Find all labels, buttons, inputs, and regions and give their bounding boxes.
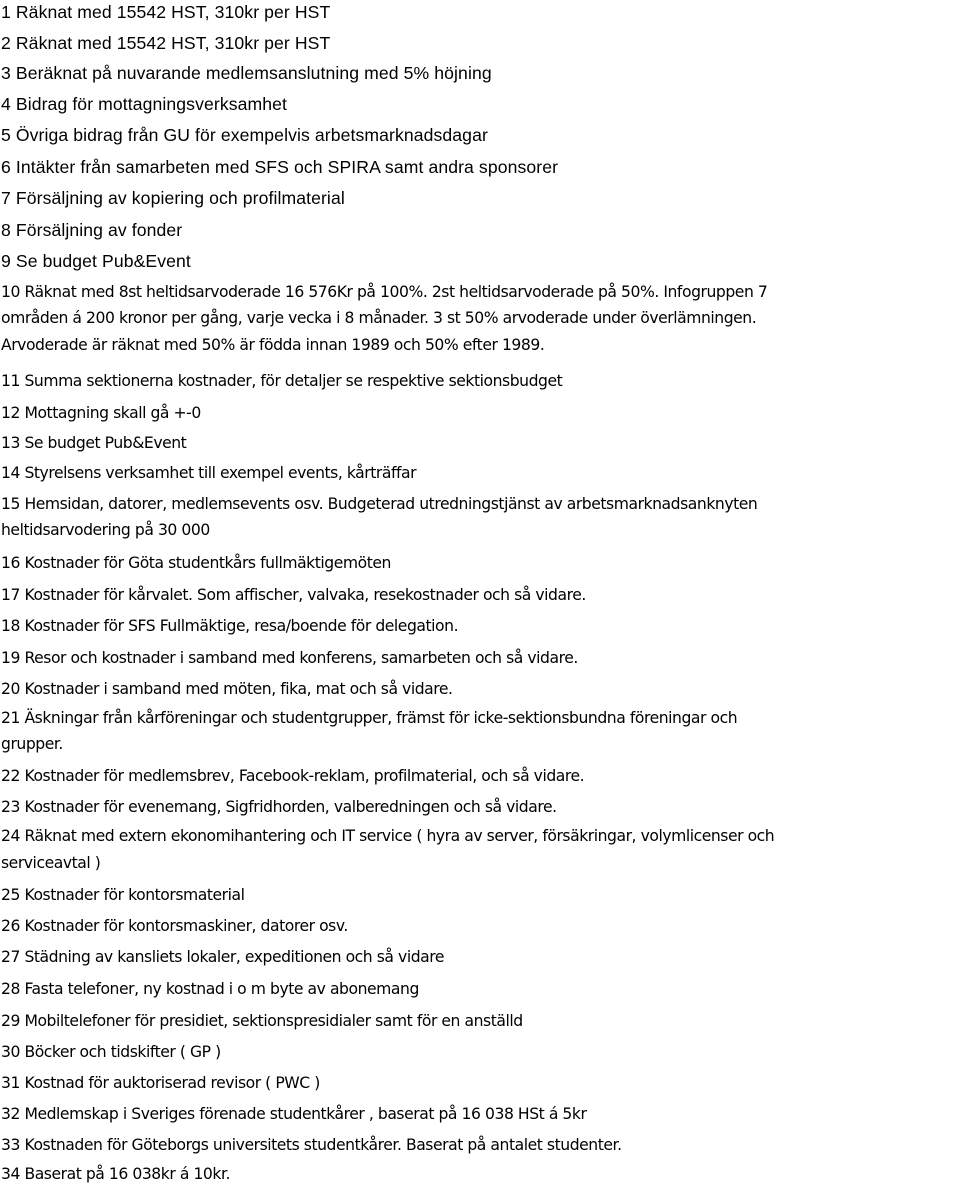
note-line: 20 Kostnader i samband med möten, fika, mat och så vidare. (1, 680, 453, 698)
note-line: 33 Kostnaden för Göteborgs universitets studentkårer. Baserat på antalet studenter. (1, 1136, 622, 1154)
note-line: 2 Räknat med 15542 HST, 310kr per HST (1, 33, 331, 53)
note-line: 28 Fasta telefoner, ny kostnad i o m byte av abonemang (1, 980, 419, 998)
note-line: 26 Kostnader för kontorsmaskiner, datorer osv. (1, 917, 348, 935)
note-line: 7 Försäljning av kopiering och profilmaterial (1, 188, 345, 208)
note-line: 10 Räknat med 8st heltidsarvoderade 16 576Kr på 100%. 2st heltidsarvoderade på 50%. Infogruppen 7 (1, 283, 768, 301)
note-line: områden á 200 kronor per gång, varje vecka i 8 månader. 3 st 50% arvoderade under överlämningen. (1, 309, 757, 327)
note-line: 21 Äskningar från kårföreningar och studentgrupper, främst för icke-sektionsbundna föreningar och (1, 709, 738, 727)
note-line: 17 Kostnader för kårvalet. Som affischer, valvaka, resekostnader och så vidare. (1, 586, 586, 604)
note-line: 6 Intäkter från samarbeten med SFS och SPIRA samt andra sponsorer (1, 157, 559, 177)
note-line: 8 Försäljning av fonder (1, 220, 183, 240)
note-line: 15 Hemsidan, datorer, medlemsevents osv. Budgeterad utredningstjänst av arbetsmarknadsanknyten (1, 495, 758, 513)
note-line: 11 Summa sektionerna kostnader, för detaljer se respektive sektionsbudget (1, 372, 563, 390)
note-line: Arvoderade är räknat med 50% är födda innan 1989 och 50% efter 1989. (1, 336, 545, 354)
note-line: 22 Kostnader för medlemsbrev, Facebook-reklam, profilmaterial, och så vidare. (1, 767, 585, 785)
note-line: 9 Se budget Pub&Event (1, 251, 191, 271)
note-line: 5 Övriga bidrag från GU för exempelvis arbetsmarknadsdagar (1, 125, 488, 145)
note-line: 4 Bidrag för mottagningsverksamhet (1, 94, 288, 114)
note-line: 30 Böcker och tidskifter ( GP ) (1, 1043, 221, 1061)
note-line: 34 Baserat på 16 038kr á 10kr. (1, 1165, 231, 1183)
note-line: 1 Räknat med 15542 HST, 310kr per HST (1, 2, 331, 22)
note-line: 16 Kostnader för Göta studentkårs fullmäktigemöten (1, 554, 391, 572)
note-line: 27 Städning av kansliets lokaler, expeditionen och så vidare (1, 948, 445, 966)
note-line: 3 Beräknat på nuvarande medlemsanslutning med 5% höjning (1, 63, 492, 83)
note-line: 12 Mottagning skall gå +-0 (1, 404, 201, 422)
note-line: 29 Mobiltelefoner för presidiet, sektionspresidialer samt för en anställd (1, 1012, 523, 1030)
note-line: 25 Kostnader för kontorsmaterial (1, 886, 245, 904)
note-line: serviceavtal ) (1, 854, 101, 872)
note-line: 24 Räknat med extern ekonomihantering och IT service ( hyra av server, försäkringar, volymlicenser och (1, 827, 775, 845)
note-line: heltidsarvodering på 30 000 (1, 521, 210, 539)
note-line: 32 Medlemskap i Sveriges förenade studentkårer , baserat på 16 038 HSt á 5kr (1, 1105, 587, 1123)
note-line: 13 Se budget Pub&Event (1, 434, 187, 452)
note-line: grupper. (1, 735, 63, 753)
note-line: 19 Resor och kostnader i samband med konferens, samarbeten och så vidare. (1, 649, 578, 667)
note-line: 31 Kostnad för auktoriserad revisor ( PWC ) (1, 1074, 320, 1092)
note-line: 23 Kostnader för evenemang, Sigfridhorden, valberedningen och så vidare. (1, 798, 557, 816)
note-line: 14 Styrelsens verksamhet till exempel events, kårträffar (1, 464, 417, 482)
note-line: 18 Kostnader för SFS Fullmäktige, resa/boende för delegation. (1, 617, 459, 635)
